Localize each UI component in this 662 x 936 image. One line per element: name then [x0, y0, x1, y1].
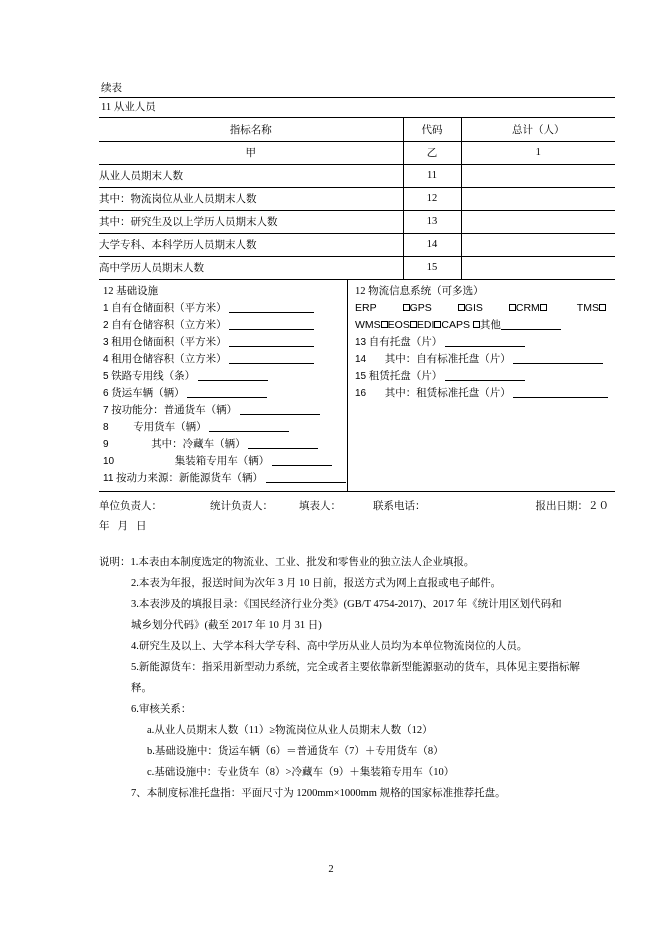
note-line: [99, 615, 615, 636]
pallet-item: [355, 368, 615, 385]
note-text: 7、本制度标准托盘指：平面尺寸为 1200mm×1000mm 规格的国家标准推荐托盘。: [131, 788, 506, 799]
subheader-total: 1: [461, 141, 615, 164]
table-row: [99, 256, 615, 279]
infrastructure-item: [103, 385, 347, 402]
month-label: 月: [117, 520, 128, 532]
item-label: 自有仓储面积（平方米）: [111, 302, 227, 314]
row-total-input[interactable]: [461, 187, 615, 210]
item-label: 专用货车（辆）: [133, 421, 207, 433]
pallet-item: [355, 385, 615, 402]
note-line: [99, 720, 615, 741]
row-code: 14: [403, 233, 461, 256]
infrastructure-title: 12 基础设施: [103, 285, 159, 297]
item-number: 10: [103, 455, 115, 467]
item-number: 3: [103, 336, 109, 348]
employment-table: [99, 118, 615, 280]
form-content: [99, 80, 615, 537]
infrastructure-item: [103, 402, 347, 419]
item-value-blank[interactable]: [229, 319, 314, 330]
note-line: [99, 783, 615, 804]
unit-head-label: 单位负责人：: [99, 500, 162, 512]
infrastructure-item: [103, 436, 347, 453]
subheader-code: 乙: [403, 141, 461, 164]
crm-label: CRM: [515, 301, 540, 314]
notes-section: [99, 552, 615, 804]
item-value-blank[interactable]: [513, 387, 608, 398]
table-row: [99, 187, 615, 210]
continuation-label: 续表: [99, 80, 615, 98]
item-value-blank[interactable]: [209, 421, 289, 432]
header-code: 代码: [403, 118, 461, 141]
gis-checkbox[interactable]: [458, 304, 465, 311]
item-value-blank[interactable]: [272, 455, 332, 466]
logistics-systems-panel: [348, 280, 615, 491]
item-number: 15: [355, 370, 367, 382]
system-checkbox-row-1: [355, 300, 615, 317]
note-line: [99, 594, 615, 615]
signature-row: [99, 492, 615, 517]
item-value-blank[interactable]: [248, 438, 318, 449]
item-number: 16: [355, 387, 367, 399]
table-subheader-row: [99, 141, 615, 164]
row-label: 大学专科、本科学历人员期末人数: [99, 233, 403, 256]
item-number: 5: [103, 370, 109, 382]
note-text: b.基础设施中：货运车辆（6）＝普通货车（7）＋专用货车（8）: [147, 746, 444, 757]
note-line: [99, 678, 615, 699]
other-value-blank[interactable]: [501, 319, 561, 330]
report-date-label: 报出日期：２０: [535, 500, 609, 512]
item-value-blank[interactable]: [445, 336, 525, 347]
item-label: 集装箱专用车（辆）: [174, 455, 270, 467]
erp-label: ERP: [355, 301, 377, 314]
gps-checkbox[interactable]: [403, 304, 410, 311]
edi-label: EDI: [416, 318, 435, 331]
table-row: [99, 210, 615, 233]
crm-checkbox-alt[interactable]: [540, 304, 547, 311]
item-number: 1: [103, 302, 109, 314]
note-line: [99, 552, 615, 573]
note-text: 1.本表由本制度选定的物流业、工业、批发和零售业的独立法人企业填报。: [130, 557, 475, 568]
year-label: 年: [99, 520, 110, 532]
bottom-panels: [99, 280, 615, 492]
page-number: 2: [328, 864, 334, 875]
item-label: 货运车辆（辆）: [111, 387, 185, 399]
item-value-blank[interactable]: [198, 370, 268, 381]
crm-checkbox[interactable]: [509, 304, 516, 311]
infrastructure-item: [103, 368, 347, 385]
item-label: 租赁托盘（片）: [368, 370, 443, 382]
notes-label: 说明：: [99, 557, 131, 568]
note-line: [99, 636, 615, 657]
note-text: 3.本表涉及的填报目录：《国民经济行业分类》(GB/T 4754-2017)、2017 年《统计用区划代码和: [131, 599, 562, 610]
infrastructure-panel: [99, 280, 348, 491]
table-header-row: [99, 118, 615, 141]
infrastructure-item: [103, 419, 347, 436]
row-total-input[interactable]: [461, 256, 615, 279]
subheader-indicator-name: 甲: [99, 141, 403, 164]
note-line: [99, 762, 615, 783]
phone-label: 联系电话：: [373, 500, 426, 512]
note-line: [99, 657, 615, 678]
row-label: 从业人员期末人数: [99, 164, 403, 187]
item-value-blank[interactable]: [266, 472, 346, 483]
other-checkbox[interactable]: [473, 321, 480, 328]
table-row: [99, 164, 615, 187]
row-total-input[interactable]: [461, 233, 615, 256]
note-text: 6.审核关系：: [131, 704, 192, 715]
infrastructure-item: [103, 351, 347, 368]
note-line: [99, 699, 615, 720]
note-text: 城乡划分代码》(截至 2017 年 10 月 31 日): [131, 620, 322, 631]
note-text: 释。: [131, 683, 152, 694]
item-number: 13: [355, 336, 367, 348]
item-value-blank[interactable]: [229, 336, 314, 347]
infrastructure-item: [103, 334, 347, 351]
item-value-blank[interactable]: [187, 387, 267, 398]
item-value-blank[interactable]: [240, 404, 320, 415]
item-label: 其中：自有标准托盘（片）: [384, 353, 511, 365]
row-label: 其中：研究生及以上学历人员期末人数: [99, 210, 403, 233]
pallet-item: [355, 351, 615, 368]
row-code: 11: [403, 164, 461, 187]
tms-checkbox[interactable]: [599, 304, 606, 311]
item-number: 9: [103, 438, 109, 450]
caps-label: CAPS: [441, 318, 470, 331]
other-label: 其他: [479, 318, 501, 331]
item-label: 铁路专用线（条）: [111, 370, 196, 382]
item-number: 8: [103, 421, 109, 433]
logistics-systems-title: 12 物流信息系统（可多选）: [355, 285, 484, 297]
item-label: 其中：冷藏车（辆）: [151, 438, 246, 450]
row-total-input[interactable]: [461, 210, 615, 233]
item-number: 6: [103, 387, 109, 399]
item-label: 自有托盘（片）: [368, 336, 443, 348]
day-label: 日: [136, 520, 147, 532]
section-label: 11 从业人员: [99, 98, 615, 118]
row-total-input[interactable]: [461, 164, 615, 187]
gps-label: GPS: [409, 301, 432, 314]
row-label: 其中：物流岗位从业人员期末人数: [99, 187, 403, 210]
system-checkbox-row-2: [355, 317, 615, 334]
tms-label: TMS: [576, 301, 599, 314]
item-number: 7: [103, 404, 109, 416]
item-label: 按动力来源：新能源货车（辆）: [116, 472, 264, 484]
header-total: 总计（人）: [461, 118, 615, 141]
item-value-blank[interactable]: [229, 353, 314, 364]
item-label: 租用仓储面积（平方米）: [111, 336, 227, 348]
item-label: 其中：租赁标准托盘（片）: [384, 387, 511, 399]
item-number: 11: [103, 472, 114, 484]
signature-date-row: [99, 517, 615, 537]
gis-label: GIS: [464, 301, 483, 314]
note-text: 2.本表为年报，报送时间为次年 3 月 10 日前，报送方式为网上直报或电子邮件。: [131, 578, 502, 589]
note-text: c.基础设施中：专业货车（8）>冷藏车（9）＋集装箱专用车（10）: [147, 767, 455, 778]
item-label: 自有仓储容积（立方米）: [111, 319, 227, 331]
infrastructure-item: [103, 317, 347, 334]
header-indicator-name: 指标名称: [99, 118, 403, 141]
item-label: 按功能分：普通货车（辆）: [111, 404, 238, 416]
infrastructure-item: [103, 470, 347, 487]
row-code: 15: [403, 256, 461, 279]
note-text: a.从业人员期末人数（11）≥物流岗位从业人员期末人数（12）: [147, 725, 433, 736]
item-number: 2: [103, 319, 109, 331]
wms-checkbox[interactable]: [381, 321, 388, 328]
row-label: 高中学历人员期末人数: [99, 256, 403, 279]
item-number: 4: [103, 353, 109, 365]
pallet-item: [355, 334, 615, 351]
note-line: [99, 573, 615, 594]
filler-label: 填表人：: [299, 500, 341, 512]
note-text: 5.新能源货车：指采用新型动力系统，完全或者主要依靠新型能源驱动的货车，具体见主要指标解: [131, 662, 580, 673]
infrastructure-item: [103, 453, 347, 470]
item-value-blank[interactable]: [445, 370, 525, 381]
item-number: 14: [355, 353, 367, 365]
item-value-blank[interactable]: [229, 302, 314, 313]
note-text: 4.研究生及以上、大学本科大学专科、高中学历从业人员均为本单位物流岗位的人员。: [131, 641, 528, 652]
infrastructure-item: [103, 300, 347, 317]
row-code: 13: [403, 210, 461, 233]
item-value-blank[interactable]: [513, 353, 603, 364]
stat-head-label: 统计负责人：: [210, 500, 273, 512]
eos-checkbox[interactable]: [410, 321, 417, 328]
wms-label: WMS: [355, 318, 381, 331]
table-row: [99, 233, 615, 256]
note-line: [99, 741, 615, 762]
row-code: 12: [403, 187, 461, 210]
item-label: 租用仓储容积（立方米）: [111, 353, 227, 365]
eos-label: EOS: [387, 318, 410, 331]
